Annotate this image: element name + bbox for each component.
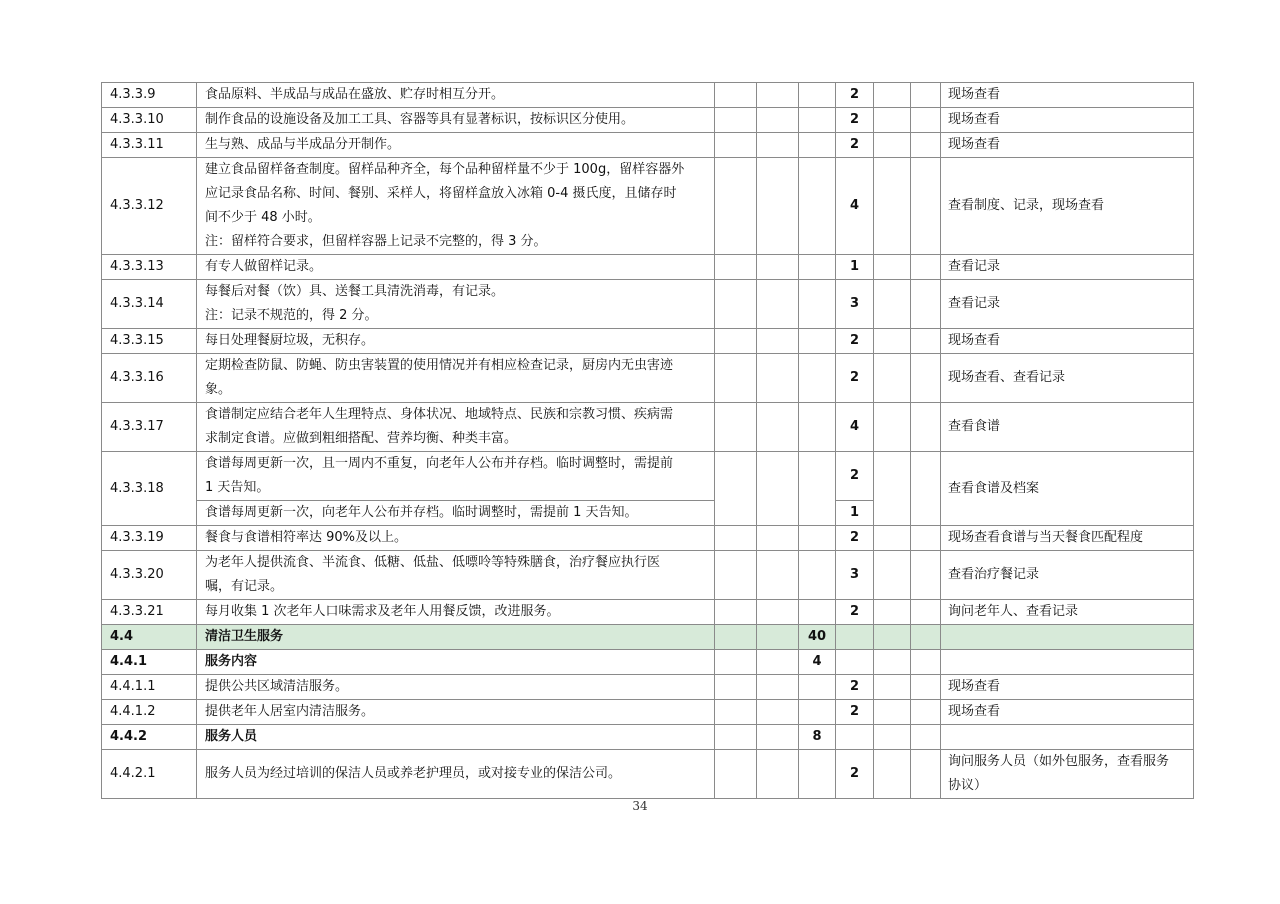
- table-row: [102, 700, 1194, 725]
- table-row: [102, 255, 1194, 280]
- evaluation-table: [101, 82, 1194, 799]
- item-code: 4.3.3.9: [102, 83, 197, 108]
- item-description: 食谱每周更新一次，且一周内不重复，向老年人公布并存档。临时调整时，需提前 1 天告知。: [197, 452, 715, 501]
- table-row: [102, 675, 1194, 700]
- evaluation-method: 查看记录: [941, 255, 1194, 280]
- item-description: 定期检查防鼠、防蝇、防虫害装置的使用情况并有相应检查记录，厨房内无虫害迹 象。: [197, 354, 715, 403]
- section-code: 4.4: [102, 625, 197, 650]
- item-description: 每月收集 1 次老年人口味需求及老年人用餐反馈，改进服务。: [197, 600, 715, 625]
- item-description: 提供老年人居室内清洁服务。: [197, 700, 715, 725]
- evaluation-method: 现场查看、查看记录: [941, 354, 1194, 403]
- subsection-row: [102, 725, 1194, 750]
- item-score: 2: [836, 675, 874, 700]
- item-code: 4.3.3.14: [102, 280, 197, 329]
- item-score: 3: [836, 280, 874, 329]
- item-code: 4.3.3.20: [102, 551, 197, 600]
- evaluation-method: 现场查看食谱与当天餐食匹配程度: [941, 526, 1194, 551]
- subsection-row: [102, 650, 1194, 675]
- item-description: 有专人做留样记录。: [197, 255, 715, 280]
- subsection-code: 4.4.2: [102, 725, 197, 750]
- item-code: 4.4.2.1: [102, 750, 197, 799]
- section-total-score: 40: [799, 625, 836, 650]
- section-title: 清洁卫生服务: [197, 625, 715, 650]
- table-row: [102, 750, 1194, 799]
- evaluation-method: 现场查看: [941, 108, 1194, 133]
- item-score: 1: [836, 255, 874, 280]
- table-row: [102, 403, 1194, 452]
- item-description: 生与熟、成品与半成品分开制作。: [197, 133, 715, 158]
- evaluation-method: 现场查看: [941, 675, 1194, 700]
- item-description: 服务人员为经过培训的保洁人员或养老护理员，或对接专业的保洁公司。: [197, 750, 715, 799]
- subsection-code: 4.4.1: [102, 650, 197, 675]
- section-row: [102, 625, 1194, 650]
- evaluation-method: 现场查看: [941, 700, 1194, 725]
- item-code: 4.3.3.19: [102, 526, 197, 551]
- table-row: [102, 354, 1194, 403]
- item-code: 4.4.1.1: [102, 675, 197, 700]
- item-code: 4.3.3.16: [102, 354, 197, 403]
- item-description: 为老年人提供流食、半流食、低糖、低盐、低嘌呤等特殊膳食，治疗餐应执行医 嘱，有记录。: [197, 551, 715, 600]
- table-row: [102, 600, 1194, 625]
- subsection-title: 服务人员: [197, 725, 715, 750]
- table-row: [102, 158, 1194, 255]
- item-description: 每餐后对餐（饮）具、送餐工具清洗消毒，有记录。 注：记录不规范的，得 2 分。: [197, 280, 715, 329]
- table-row: [102, 452, 1194, 501]
- evaluation-method: 询问服务人员（如外包服务，查看服务 协议）: [941, 750, 1194, 799]
- table-row: [102, 133, 1194, 158]
- item-description: 提供公共区域清洁服务。: [197, 675, 715, 700]
- evaluation-method: 查看食谱: [941, 403, 1194, 452]
- item-code: 4.3.3.15: [102, 329, 197, 354]
- item-score: 4: [836, 403, 874, 452]
- item-description: 食谱每周更新一次，向老年人公布并存档。临时调整时，需提前 1 天告知。: [197, 501, 715, 526]
- evaluation-method: 现场查看: [941, 83, 1194, 108]
- item-description: 餐食与食谱相符率达 90%及以上。: [197, 526, 715, 551]
- item-code: 4.4.1.2: [102, 700, 197, 725]
- item-description: 食品原料、半成品与成品在盛放、贮存时相互分开。: [197, 83, 715, 108]
- table-row: [102, 108, 1194, 133]
- item-score: 2: [836, 83, 874, 108]
- item-score: 4: [836, 158, 874, 255]
- item-description: 食谱制定应结合老年人生理特点、身体状况、地域特点、民族和宗教习惯、疾病需 求制定食谱。应做到粗细搭配、营养均衡、种类丰富。: [197, 403, 715, 452]
- item-description: 每日处理餐厨垃圾，无积存。: [197, 329, 715, 354]
- item-code: 4.3.3.13: [102, 255, 197, 280]
- evaluation-method: 查看治疗餐记录: [941, 551, 1194, 600]
- item-code: 4.3.3.17: [102, 403, 197, 452]
- evaluation-method: 询问老年人、查看记录: [941, 600, 1194, 625]
- evaluation-method: 现场查看: [941, 133, 1194, 158]
- item-score: 2: [836, 700, 874, 725]
- table-row: [102, 526, 1194, 551]
- evaluation-method: 现场查看: [941, 329, 1194, 354]
- item-score: 2: [836, 750, 874, 799]
- item-description: 制作食品的设施设备及加工工具、容器等具有显著标识，按标识区分使用。: [197, 108, 715, 133]
- evaluation-method: 查看制度、记录，现场查看: [941, 158, 1194, 255]
- table-row: [102, 83, 1194, 108]
- item-score: 2: [836, 133, 874, 158]
- item-score: 2: [836, 452, 874, 501]
- evaluation-method: 查看食谱及档案: [941, 452, 1194, 526]
- item-score: 3: [836, 551, 874, 600]
- item-code: 4.3.3.18: [102, 452, 197, 526]
- evaluation-method: 查看记录: [941, 280, 1194, 329]
- table-row: [102, 329, 1194, 354]
- item-score: 2: [836, 354, 874, 403]
- table-row: [102, 280, 1194, 329]
- item-code: 4.3.3.10: [102, 108, 197, 133]
- item-score: 1: [836, 501, 874, 526]
- item-score: 2: [836, 108, 874, 133]
- item-code: 4.3.3.12: [102, 158, 197, 255]
- item-code: 4.3.3.11: [102, 133, 197, 158]
- table-row: [102, 551, 1194, 600]
- item-score: 2: [836, 600, 874, 625]
- item-code: 4.3.3.21: [102, 600, 197, 625]
- subsection-subtotal-score: 4: [799, 650, 836, 675]
- subsection-title: 服务内容: [197, 650, 715, 675]
- subsection-subtotal-score: 8: [799, 725, 836, 750]
- item-description: 建立食品留样备查制度。留样品种齐全，每个品种留样量不少于 100g，留样容器外 应记录食品名称、时间、餐别、采样人，将留样盒放入冰箱 0-4 摄氏度，且储存时 间不少于 48 小时。 注：留样符合要求，但留样容器上记录不完整的，得 3 分。: [197, 158, 715, 255]
- item-score: 2: [836, 329, 874, 354]
- page-number: 34: [632, 799, 648, 813]
- item-score: 2: [836, 526, 874, 551]
